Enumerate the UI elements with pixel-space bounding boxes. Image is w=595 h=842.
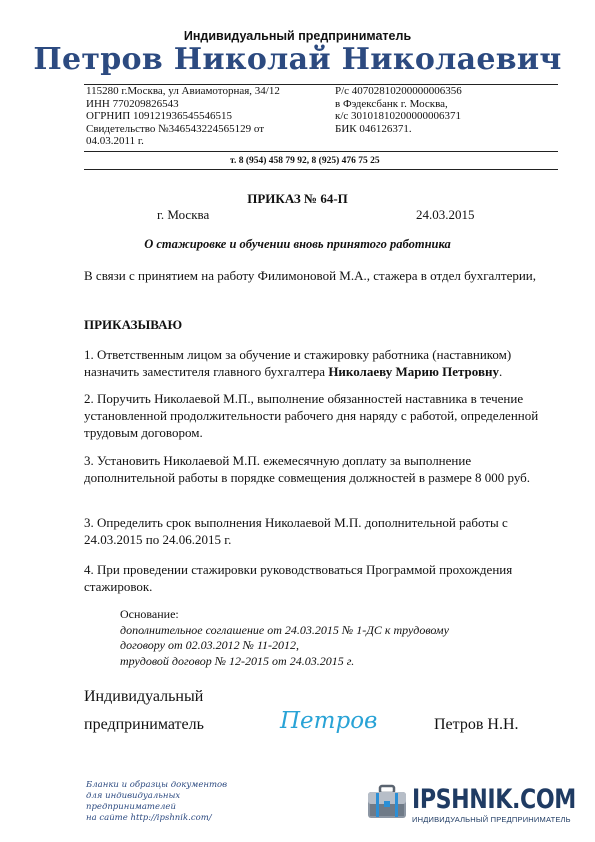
phone-line: т. 8 (954) 458 79 92, 8 (925) 476 75 25	[230, 156, 380, 166]
paragraph-5: 4. При проведении стажировки руководствоваться Программой прохождения стажировок.	[84, 562, 513, 594]
order-title: ПРИКАЗ № 64-П	[247, 191, 348, 206]
basis-block	[120, 607, 540, 669]
footer-line-3: предпринимателей	[86, 802, 176, 812]
paragraph-3: 3. Установить Николаевой М.П. ежемесячную доплату за выполнение дополнительной работы в порядке совмещения должностей в размере 8 000 руб.	[84, 453, 531, 485]
intro-paragraph: В связи с принятием на работу Филимоновой М.А., стажера в отдел бухгалтерии,	[84, 268, 537, 283]
footer-line-2: для индивидуальных	[86, 791, 181, 801]
handwritten-signature: Петров	[280, 708, 378, 734]
inn-line: ИНН 770209826543	[86, 97, 179, 110]
mentor-name: Николаеву Марию Петровну	[328, 364, 499, 379]
bik-line: БИК 046126371.	[335, 122, 412, 135]
brand-logo-text: IPSHNIK.COM	[412, 784, 576, 815]
brand-tagline: ИНДИВИДУАЛЬНЫЙ ПРЕДПРИНИМАТЕЛЬ	[412, 815, 571, 824]
requisites-right	[335, 85, 462, 135]
paragraph-4: 3. Определить срок выполнения Николаевой М.П. дополнительной работы с 24.03.2015 по 24.06.2015 г.	[84, 515, 508, 547]
paragraph-1	[84, 346, 554, 380]
letterhead-subtitle: Индивидуальный предприниматель	[183, 29, 412, 43]
footer-note	[86, 780, 227, 824]
signature-title-line-2: предприниматель	[84, 716, 204, 733]
paragraph-1-text: 1. Ответственным лицом за обучение и стажировку работника (наставником) назначить заместителя главного бухгалтера	[84, 347, 512, 379]
corr-account-line: к/с 30101810200000006371	[335, 110, 462, 123]
order-word: ПРИКАЗЫВАЮ	[84, 317, 183, 332]
letterhead-middle-rule	[84, 151, 558, 152]
footer-link[interactable]: на сайте http://ipshnik.com/	[86, 813, 212, 823]
order-city: г. Москва	[157, 207, 210, 222]
address-line: 115280 г.Москва, ул Авиамоторная, 34/12	[86, 85, 280, 97]
order-subject: О стажировке и обучении вновь принятого работника	[144, 237, 451, 251]
entrepreneur-name: Петров Николай Николаевич	[33, 42, 562, 77]
basis-line-2: договору от 02.03.2012 № 11-2012,	[120, 638, 300, 652]
certificate-date-line: 04.03.2011 г.	[86, 135, 144, 148]
requisites-left	[86, 85, 280, 148]
basis-label: Основание:	[120, 607, 179, 621]
paragraph-1-end: .	[498, 364, 503, 379]
order-date: 24.03.2015	[416, 207, 475, 222]
account-line: Р/с 40702810200000006356	[335, 85, 462, 97]
certificate-line: Свидетельство №346543224565129 от	[86, 122, 265, 135]
briefcase-icon	[366, 784, 408, 820]
ogrnip-line: ОГРНИП 109121936545546515	[86, 110, 233, 123]
bank-line: в Фэдексбанк г. Москва,	[335, 97, 448, 110]
basis-line-1: дополнительное соглашение от 24.03.2015 № 1-ДС к трудовому	[120, 622, 449, 637]
footer-line-1: Бланки и образцы документов	[86, 780, 228, 790]
basis-line-3: трудовой договор № 12-2015 от 24.03.2015 г.	[120, 653, 355, 668]
letterhead-bottom-rule	[84, 169, 558, 170]
signature-title-line-1: Индивидуальный	[84, 688, 204, 705]
signer-name: Петров Н.Н.	[434, 716, 519, 733]
paragraph-2: 2. Поручить Николаевой М.П., выполнение обязанностей наставника в течение установленной продолжительности рабочего дня наряду с работой, определенной трудовым договором.	[84, 391, 539, 440]
